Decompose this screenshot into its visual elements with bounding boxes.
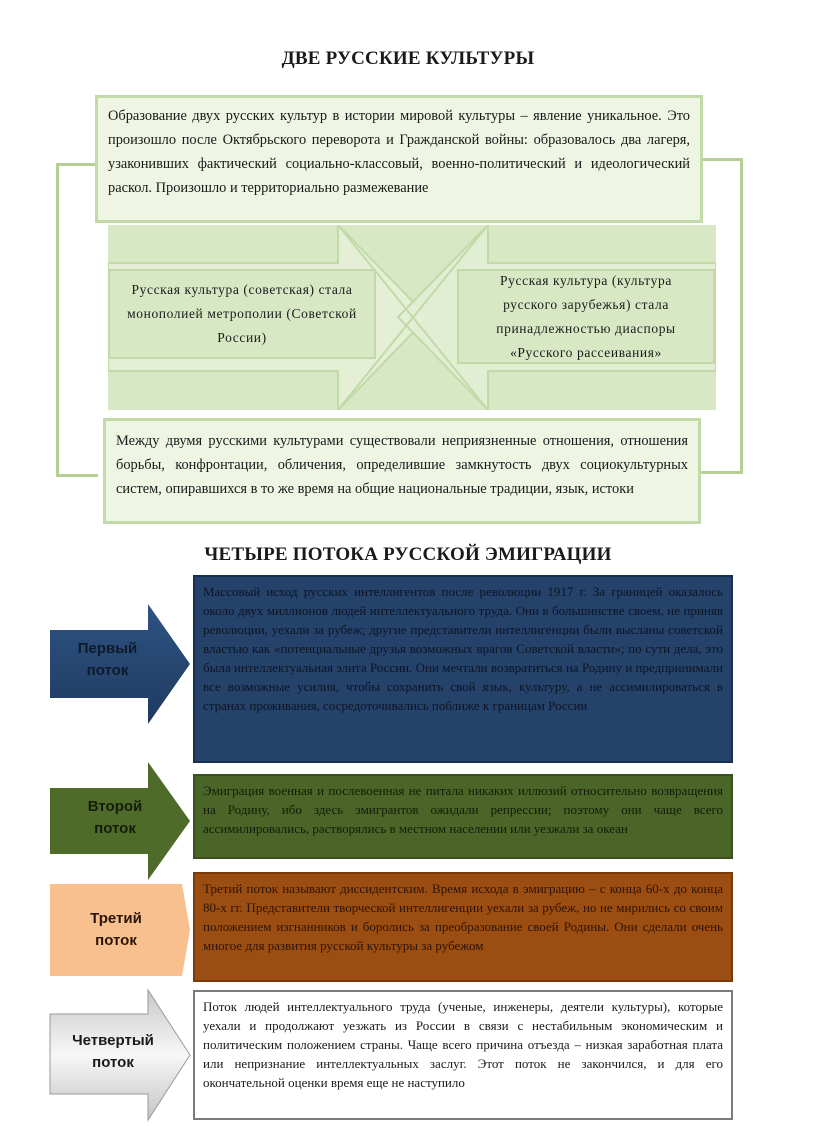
stream-2-label-line2: поток [94, 820, 136, 837]
stream-1-arrow-tag [50, 604, 190, 724]
intro-text-box: Образование двух русских культур в истории мировой культуры – явление уникальное. Это произошло после Октябрьского переворота и Гражданской войны: образовалось два лагеря, узаконивших фактический социально-классовый, военно-политический и идеологический раскол. Произошло и территориально размежевание [95, 95, 703, 223]
left-connector-line [56, 163, 98, 477]
stream-4-label-line2: поток [92, 1054, 134, 1071]
stream-1-label-line1: Первый [77, 640, 138, 657]
stream-3-label-line2: поток [95, 932, 137, 949]
stream-3-label-line1: Третий [90, 910, 142, 927]
stream-3-text-box: Третий поток называют диссидентским. Время исхода в эмиграцию – с конца 60-х до конца 80-х гг. Представители творческой интеллигенции уехали за рубеж, но не мирились со своим положением изгнанников и боролись за преобразование своей Родины. Они сделали очень многое для развития русской культуры за рубежом [193, 872, 733, 982]
soviet-culture-box [108, 269, 376, 359]
diagram-title-four-streams: ЧЕТЫРЕ ПОТОКА РУССКОЙ ЭМИГРАЦИИ [204, 544, 612, 565]
stream-2-text-box: Эмиграция военная и послевоенная не питала никаких иллюзий относительно возвращения на Родину, ибо здесь эмигрантов ожидали репрессии; поэтому они чаще всего ассимилировались, растворялись в местном населении или уезжали за океан [193, 774, 733, 859]
stream-1-label-line2: поток [86, 662, 129, 679]
diagram-title-two-cultures: ДВЕ РУССКИЕ КУЛЬТУРЫ [281, 48, 535, 69]
soviet-culture-text: Русская культура (советская) стала монополией метрополии (Советской России) [127, 282, 357, 345]
stream-4-arrow-tag [50, 990, 190, 1120]
stream-2-arrow-tag [50, 762, 190, 880]
relations-text-box: Между двумя русскими культурами существовали неприязненные отношения, отношения борьбы, конфронтации, обличения, определившие замкнутость двух социокультурных систем, опиравшихся в то же время на общие национальные традиции, язык, истоки [103, 418, 701, 524]
stream-4-label-line1: Четвертый [72, 1032, 154, 1049]
emigre-culture-box [457, 269, 715, 364]
stream-3-arrow-tag [50, 880, 190, 980]
emigre-culture-text: Русская культура (культура русского зарубежья) стала принадлежностью диаспоры «Русского рассеивания» [496, 272, 676, 360]
stream-1-text-box: Массовый исход русских интеллигентов после революции 1917 г. За границей оказалось около двух миллионов людей интеллектуального труда. Они в большинстве своем, не приняв революции, уехали за рубеж; другие представители интеллигенции были высланы советской властью как «потенциальные друзья возможных врагов Советской власти»; по сути дела, это была интеллектуальная элита России. Они мечтали возвратиться на Родину и предпринимали все возможные усилия, чтобы сохранить свой язык, культуру, а не ассимилироваться в странах проживания, сосредоточивались поближе к границам России [193, 575, 733, 763]
stream-4-text-box: Поток людей интеллектуального труда (ученые, инженеры, деятели культуры), которые уехали и продолжают уезжать из России в связи с нестабильным экономическим и политическим положением страны. Чаще всего причина отъезда – низкая заработная плата или непризнание интеллектуальных заслуг. Этот поток не закончился, и для его окончательной оценки время еще не наступило [193, 990, 733, 1120]
stream-2-label-line1: Второй [87, 798, 143, 815]
